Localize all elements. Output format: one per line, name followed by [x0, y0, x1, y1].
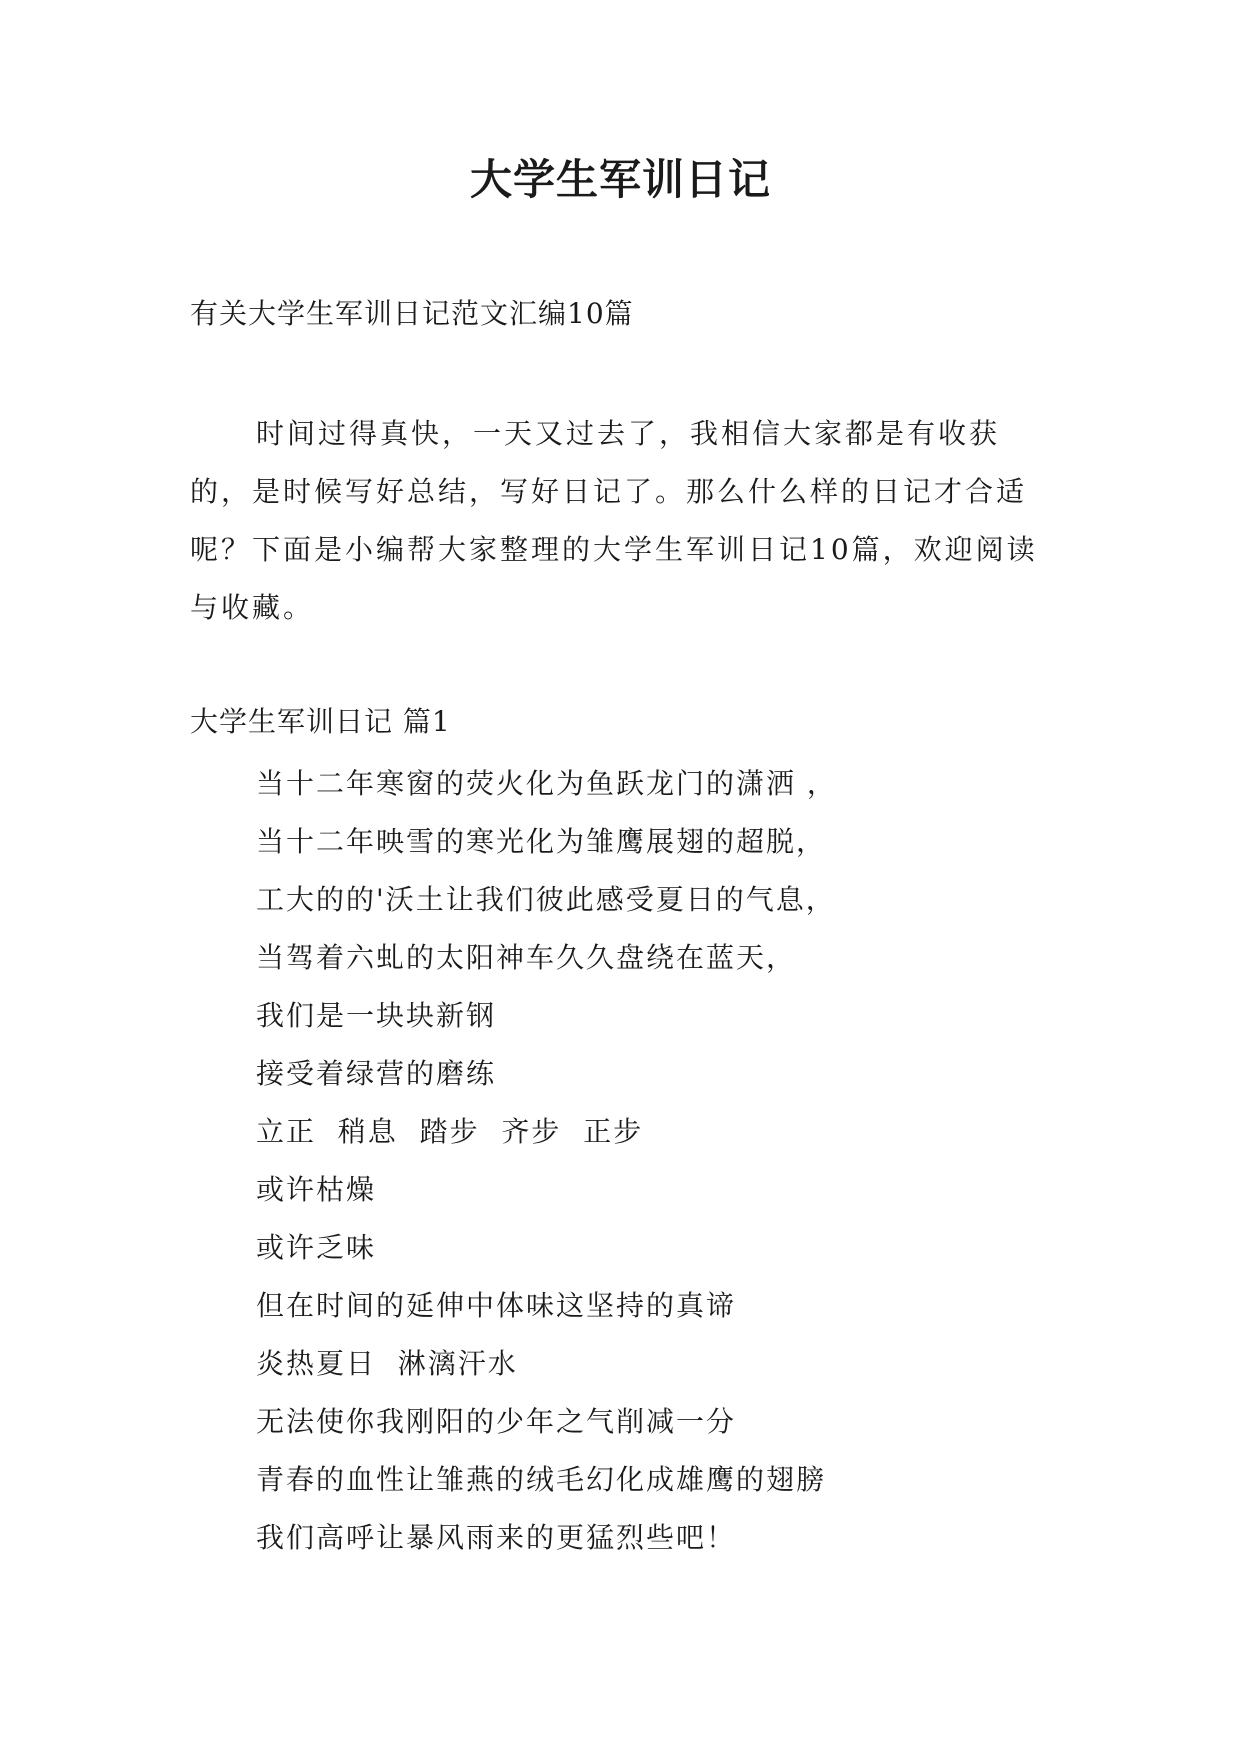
poem-line: 但在时间的延伸中体味这坚持的真谛 — [256, 1289, 737, 1322]
document-title: 大学生军训日记 — [469, 155, 771, 204]
poem-line: 当十二年寒窗的荧火化为鱼跃龙门的潇洒 ， — [256, 767, 837, 800]
poem-line: 或许乏味 — [256, 1231, 377, 1264]
poem-line: 当十二年映雪的寒光化为雏鹰展翅的超脱， — [256, 825, 827, 858]
section-heading: 大学生军训日记 篇1 — [190, 705, 451, 738]
poem-line: 立正 稍息 踏步 齐步 正步 — [256, 1115, 644, 1148]
poem-line: 或许枯燥 — [256, 1173, 377, 1206]
intro-paragraph: 时间过得真快，一天又过去了，我相信大家都是有收获的，是时候写好总结，写好日记了。那么什么样的日记才合适呢？下面是小编帮大家整理的大学生军训日记10篇，欢迎阅读与收藏。 — [190, 417, 1038, 624]
poem-line: 我们高呼让暴风雨来的更猛烈些吧！ — [256, 1521, 737, 1554]
poem-line: 当驾着六虬的太阳神车久久盘绕在蓝天， — [256, 941, 797, 974]
poem-line: 我们是一块块新钢 — [256, 999, 497, 1032]
poem-line: 青春的血性让雏燕的绒毛幻化成雄鹰的翅膀 — [256, 1463, 827, 1496]
poem-line: 接受着绿营的磨练 — [256, 1057, 497, 1090]
poem-line: 炎热夏日 淋漓汗水 — [256, 1347, 518, 1380]
poem — [256, 755, 837, 1567]
poem-line: 工大的的'沃土让我们彼此感受夏日的气息， — [256, 883, 836, 916]
poem-line: 无法使你我刚阳的少年之气削减一分 — [256, 1405, 737, 1438]
document-subtitle: 有关大学生军训日记范文汇编10篇 — [190, 297, 634, 330]
